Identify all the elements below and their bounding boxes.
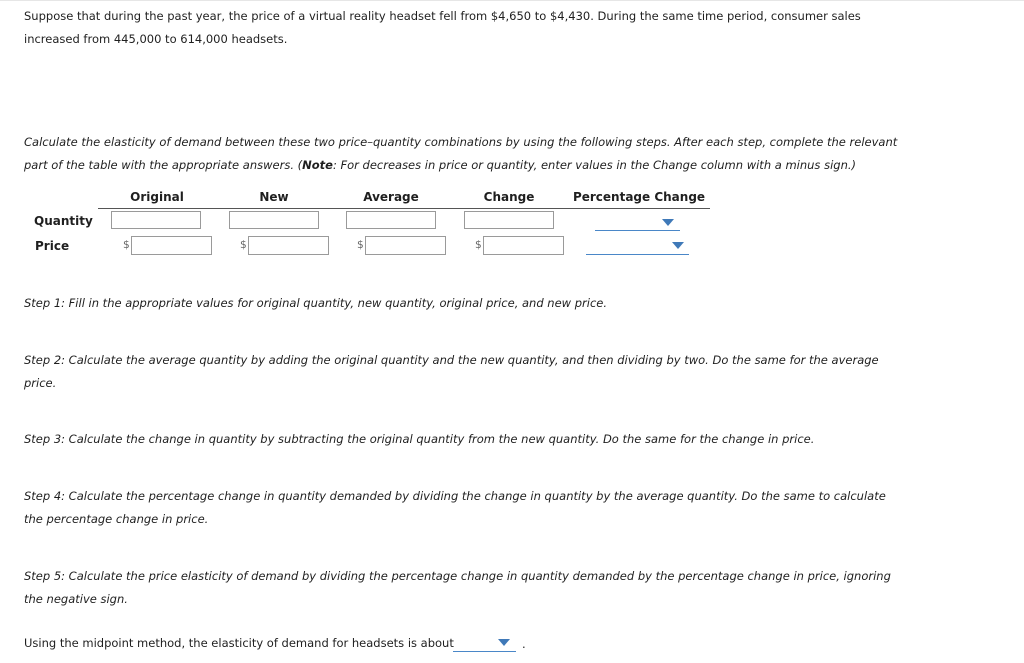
header-rule [98,208,710,209]
price-percentage-change-dropdown[interactable] [586,236,689,255]
col-header-original: Original [130,190,184,204]
note-label: Note [302,158,333,172]
price-original-cell [120,236,214,257]
step-4: Step 4: Calculate the percentage change in quantity demanded by dividing the change in quantity by the average quantity. Do the same to calculate the percentage change in price. [24,489,886,526]
instructions-text-b: : For decreases in price or quantity, enter values in the Change column with a minus sign.) [332,158,857,172]
dropdown-caret-icon [672,242,684,249]
dropdown-caret-icon [662,219,674,226]
price-new-cell [237,236,331,257]
col-header-new: New [259,190,289,204]
quantity-original-input[interactable] [111,211,201,229]
dollar-sign: $ [357,239,364,251]
step-5: Step 5: Calculate the price elasticity of demand by dividing the percentage change in quantity demanded by the percentage change in price, ignoring the negative sign. [24,569,891,606]
elasticity-dropdown[interactable] [453,633,516,652]
instructions [24,131,899,177]
top-divider [0,0,1024,1]
conclusion-sentence [24,632,454,655]
quantity-new-input[interactable] [229,211,319,229]
price-change-cell [472,236,566,257]
col-header-average: Average [363,190,419,204]
price-new-input[interactable] [248,236,329,255]
row-label-quantity: Quantity [34,214,93,228]
price-original-input[interactable] [131,236,212,255]
price-average-input[interactable] [365,236,446,255]
step-3: Step 3: Calculate the change in quantity by subtracting the original quantity from the new quantity. Do the same for the change in price. [24,432,815,446]
quantity-average-input[interactable] [346,211,436,229]
row-label-price: Price [35,239,70,253]
dropdown-caret-icon [498,639,510,646]
step-1: Step 1: Fill in the appropriate values for original quantity, new quantity, original price, and new price. [24,296,608,310]
quantity-change-input[interactable] [464,211,554,229]
dollar-sign: $ [123,239,130,251]
step-2: Step 2: Calculate the average quantity by adding the original quantity and the new quantity, and then dividing by two. Do the same for the average price. [24,353,879,390]
price-change-input[interactable] [483,236,564,255]
dollar-sign: $ [475,239,482,251]
problem-intro: Suppose that during the past year, the price of a virtual reality headset fell from $4,650 to $4,430. During the same time period, consumer sales increased from 445,000 to 614,000 headsets. [24,9,861,46]
dollar-sign: $ [240,239,247,251]
col-header-percentage-change: Percentage Change [572,190,706,204]
price-average-cell [354,236,448,257]
conclusion-text: Using the midpoint method, the elasticity of demand for headsets is about [24,636,454,650]
conclusion-period: . [522,637,526,651]
quantity-percentage-change-dropdown[interactable] [595,212,680,231]
instructions-text-a: Calculate the elasticity of demand between these two price–quantity combinations by using the following steps. After each step, complete the relevant part of the table with the appropriate answers. ( [24,135,898,172]
col-header-change: Change [483,190,535,204]
